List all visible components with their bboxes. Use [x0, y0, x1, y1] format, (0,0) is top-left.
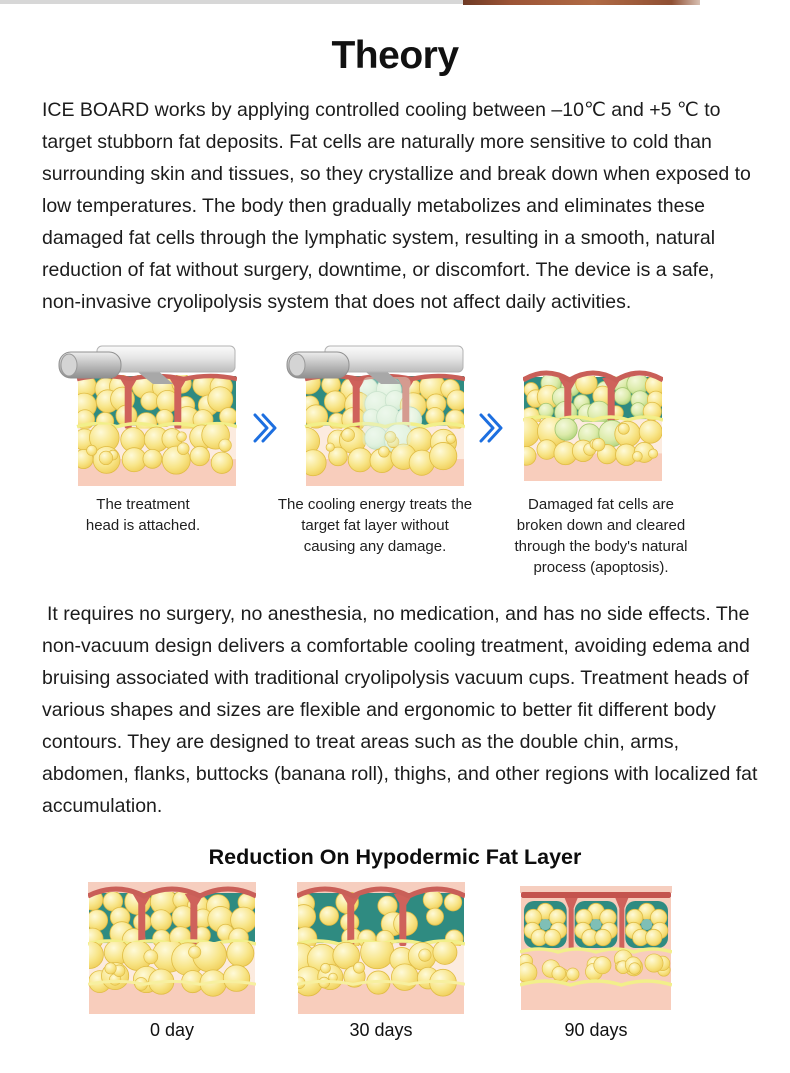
- process-step-3-caption: Damaged fat cells are broken down and cleared through the body's natural process (apoptosis).: [514, 496, 688, 576]
- page-title: Theory: [331, 34, 459, 77]
- top-cutoff-strip: [0, 0, 790, 5]
- timeline-day30-label: 30 days: [349, 1020, 413, 1040]
- timeline-day0-figure: [88, 882, 256, 1014]
- double-chevron-right-icon: [251, 408, 277, 448]
- double-chevron-right-icon: [477, 408, 503, 448]
- step-arrow-icon: [477, 408, 503, 448]
- timeline-day0-label: 0 day: [149, 1020, 195, 1040]
- treatment-process-row: [0, 340, 790, 590]
- process-step-2-caption: The cooling energy treats the target fat layer without causing any damage.: [277, 496, 473, 555]
- process-step-2-figure: [285, 340, 465, 486]
- top-strip-gray-segment: [0, 0, 463, 4]
- timeline-day30-figure: [297, 882, 465, 1014]
- step-arrow-icon: [251, 408, 277, 448]
- reduction-timeline-row: [0, 880, 790, 1055]
- cooling-energy-illustration: [285, 340, 465, 486]
- fat-layer-day90-illustration: [520, 886, 672, 1010]
- timeline-day90-label: 90 days: [564, 1020, 628, 1040]
- process-step-1-figure: [57, 340, 237, 486]
- fat-layer-day30-illustration: [297, 882, 465, 1014]
- timeline-day90-figure: [520, 886, 672, 1010]
- intro-paragraph: ICE BOARD works by applying controlled cooling between –10℃ and +5 ℃ to target stubborn fat deposits. Fat cells are naturally more sensitive to cold than surrounding skin and tissues, so they crystallize and break down when exposed to low temperatures. The body then gradually metabolizes and eliminates these damaged fat cells through the lymphatic system, resulting in a smooth, natural reduction of fat without surgery, downtime, or discomfort. The device is a safe, non-invasive cryolipolysis system that does not affect daily activities.: [42, 99, 751, 313]
- fat-layer-day0-illustration: [88, 882, 256, 1014]
- process-step-3-figure: [523, 366, 663, 481]
- process-step-1-caption: The treatment head is attached.: [85, 496, 201, 534]
- benefits-paragraph: It requires no surgery, no anesthesia, no medication, and has no side effects. The non-vacuum design delivers a comfortable cooling treatment, avoiding edema and bruising associated with traditional cryolipolysis vacuum cups. Treatment heads of various shapes and sizes are flexible and ergonomic to better fit different body contours. They are designed to treat areas such as the double chin, arms, abdomen, flanks, buttocks (banana roll), thighs, and other regions with localized fat accumulation.: [42, 603, 758, 817]
- reduction-section-heading: Reduction On Hypodermic Fat Layer: [208, 845, 582, 869]
- treatment-head-attached-illustration: [57, 340, 237, 486]
- damaged-fat-cells-illustration: [523, 366, 663, 481]
- top-strip-brown-segment: [463, 0, 700, 5]
